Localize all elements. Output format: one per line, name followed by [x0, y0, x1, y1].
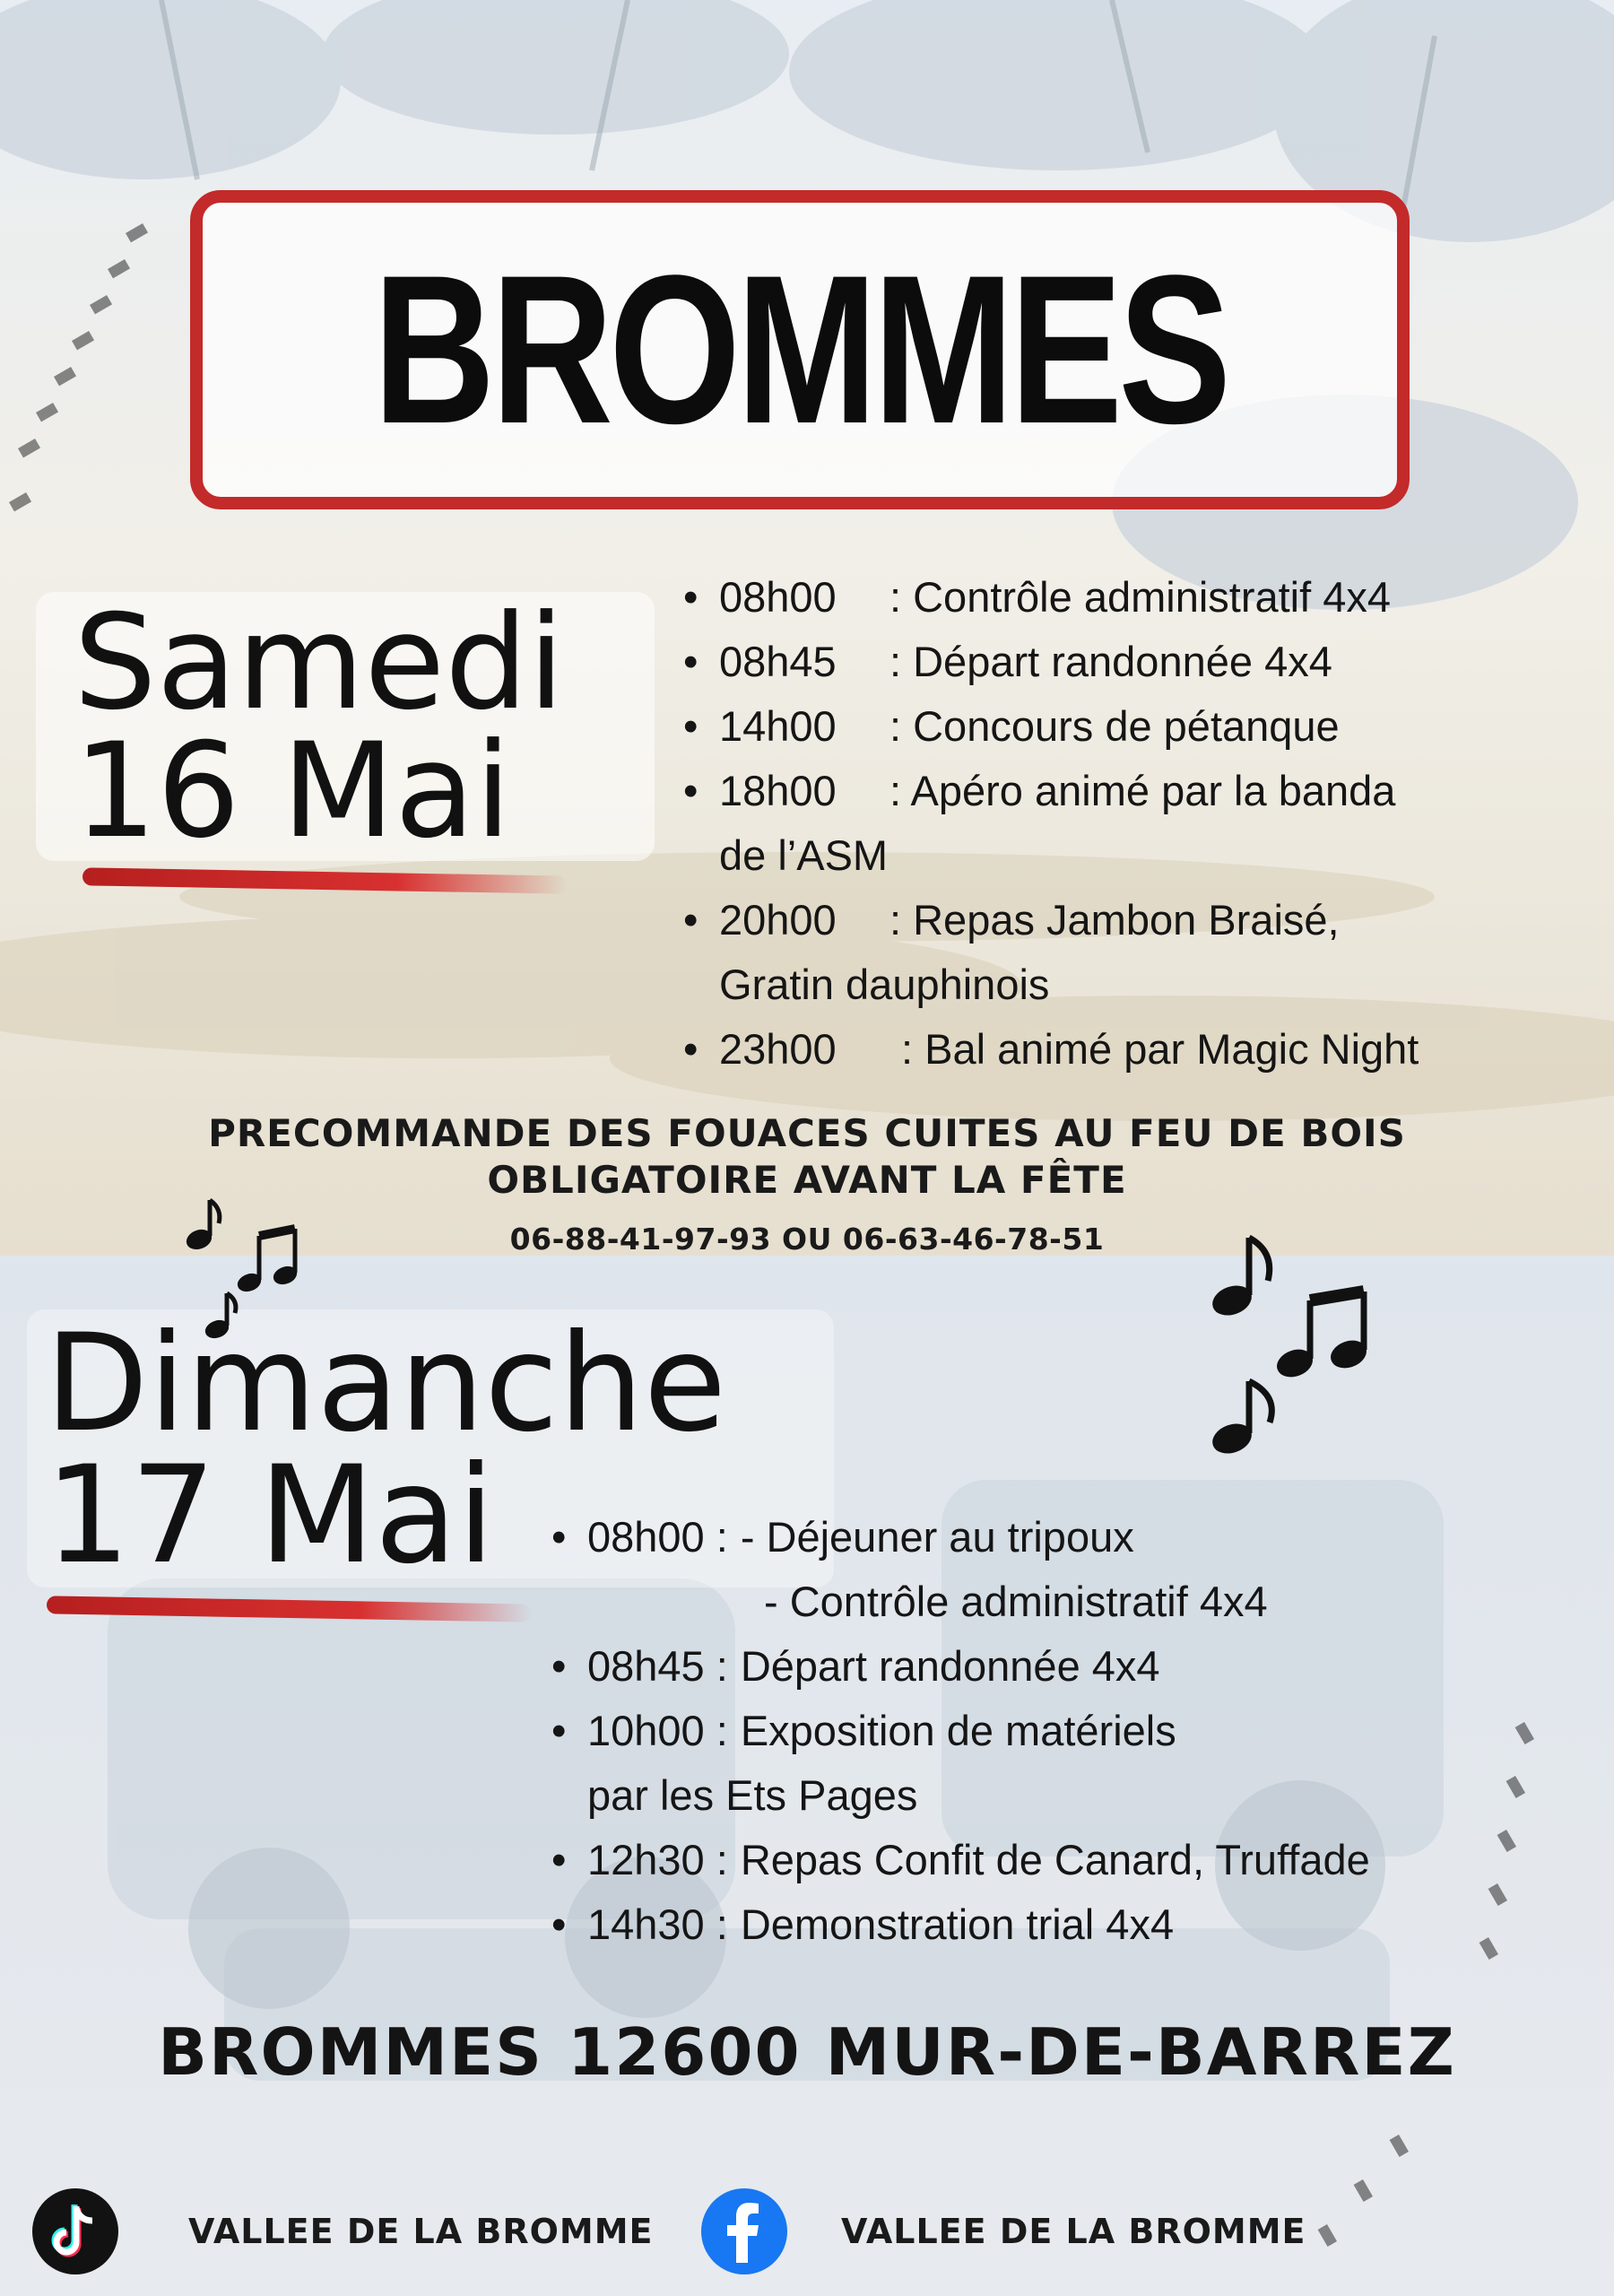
sunday-date: 17 Mai: [45, 1438, 495, 1594]
schedule-item: • 18h00 : Apéro animé par la banda de l’ASM: [719, 759, 1419, 888]
saturday-schedule: [719, 565, 1419, 1082]
poster-title: BROMMES: [372, 231, 1228, 468]
facebook-icon: [701, 2188, 787, 2274]
schedule-item: • 14h00 : Concours de pétanque: [719, 694, 1419, 759]
tiktok-label: VALLEE DE LA BROMME: [188, 2212, 654, 2251]
sunday-underline: [47, 1596, 531, 1622]
facebook-link[interactable]: [701, 2188, 1306, 2274]
title-frame: [190, 190, 1410, 509]
schedule-item: • 08h00 : Contrôle administratif 4x4: [719, 565, 1419, 630]
schedule-item: • 20h00 : Repas Jambon Braisé, Gratin dauphinois: [719, 888, 1419, 1017]
schedule-item: • 23h00 : Bal animé par Magic Night: [719, 1017, 1419, 1082]
preorder-line-1: PRECOMMANDE DES FOUACES CUITES AU FEU DE BOIS: [208, 1111, 1406, 1155]
tiktok-icon: [32, 2188, 118, 2274]
saturday-day: Samedi: [74, 587, 565, 739]
preorder-line-2: OBLIGATOIRE AVANT LA FÊTE: [487, 1158, 1127, 1202]
sunday-schedule: [587, 1505, 1370, 1957]
music-notes-right-icon: [1202, 1229, 1381, 1462]
saturday-date: 16 Mai: [74, 715, 512, 868]
schedule-item: • 12h30 : Repas Confit de Canard, Truffade: [587, 1828, 1370, 1892]
facebook-label: VALLEE DE LA BROMME: [841, 2212, 1306, 2251]
schedule-item: • 08h45 : Départ randonnée 4x4: [587, 1634, 1370, 1699]
schedule-item: • 08h45 : Départ randonnée 4x4: [719, 630, 1419, 694]
schedule-item: • 08h00 : - Déjeuner au tripoux - Contrôle administratif 4x4: [587, 1505, 1370, 1634]
preorder-phones: 06-88-41-97-93 OU 06-63-46-78-51: [509, 1222, 1105, 1257]
saturday-heading: [74, 587, 565, 868]
event-address: BROMMES 12600 MUR-DE-BARREZ: [158, 2014, 1456, 2090]
schedule-item: • 14h30 : Demonstration trial 4x4: [587, 1892, 1370, 1957]
sunday-day: Dimanche: [45, 1306, 727, 1462]
schedule-item: • 10h00 : Exposition de matériels par les Ets Pages: [587, 1699, 1370, 1828]
saturday-underline: [82, 867, 567, 893]
tiktok-link[interactable]: [32, 2188, 654, 2274]
